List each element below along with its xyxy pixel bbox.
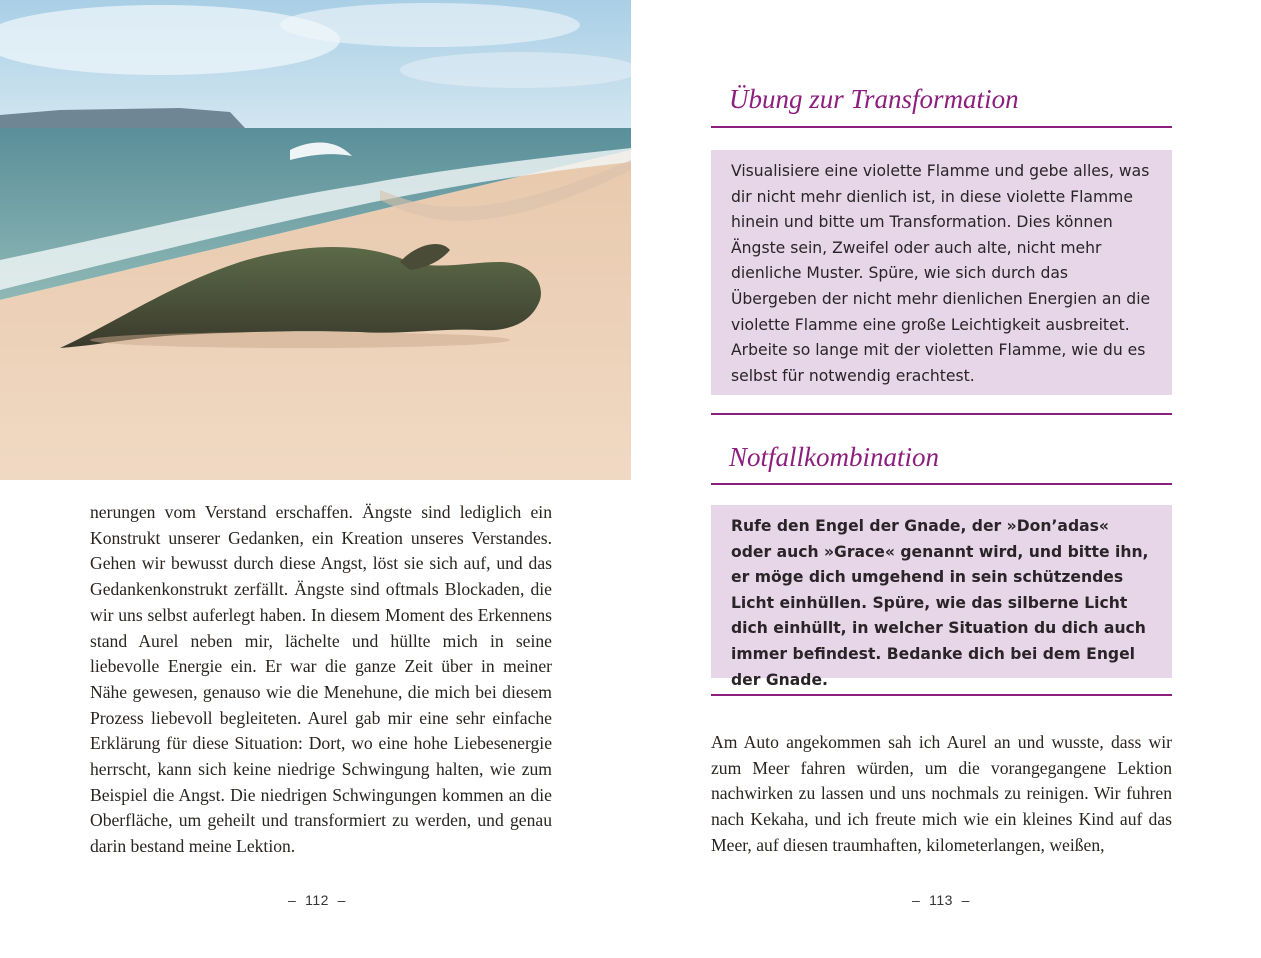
page-number-right: – 113 – [912,892,970,908]
exercise-heading-rule [711,126,1172,128]
right-body-text [711,730,1172,859]
emergency-heading-rule [711,483,1172,485]
exercise-heading: Übung zur Transformation [729,84,1019,114]
page-number-left: – 112 – [288,892,346,908]
exercise-text: Visualisiere eine violette Flamme und gebe alles, was dir nicht mehr dienlich ist, in diese violette Flamme hinein und bitte um Transformation. Dies können Ängste sein, Zweifel oder auch alte, nicht mehr dienliche Muster. Spüre, wie sich durch das Übergeben der nicht mehr dienlichen Energien an die violette Flamme eine große Leichtigkeit ausbreitet. Arbeite so lange mit der violetten Flamme, wie du es selbst für notwendig erachtest. [731,162,1151,385]
exercise-box-rule [711,413,1172,415]
seal-on-beach-photo [0,0,631,480]
right-paragraph: Am Auto angekommen sah ich Aurel an und wusste, dass wir zum Meer fahren würden, um die vorangegangene Lektion nachwirken zu lassen und uns nochmals zu reinigen. Wir fuhren nach Kekaha, und ich freute mich wie ein kleines Kind auf das Meer, auf diesen traumhaften, kilometerlangen, weißen, [711,732,1172,855]
left-paragraph: nerungen vom Verstand erschaffen. Ängste sind lediglich ein Konstrukt unserer Gedanken, ein Kreation unseres Verstandes. Gehen wir bewusst durch diese Angst, löst sie sich auf, und das Gedankenkonstrukt zerfällt. Ängste sind oftmals Blockaden, die wir uns selbst auferlegt haben. In diesem Moment des Erkennens stand Aurel neben mir, lächelte und hüllte mich in seine liebevolle Energie ein. Er war die ganze Zeit über in meiner Nähe gewesen, genauso wie die Menehune, die mich bei diesem Prozess liebevoll begleiteten. Aurel gab mir eine sehr einfache Erklärung für diese Situation: Dort, wo eine hohe Liebesenergie herrscht, kann sich keine niedrige Schwingung halten, wie zum Beispiel die Angst. Die niedrigen Schwingungen kommen an die Oberfläche, um geheilt und transformiert zu werden, und genau darin bestand meine Lektion. [90,502,552,857]
left-body-text [90,500,552,860]
emergency-heading: Notfallkombination [729,442,940,472]
exercise-box [711,150,1172,395]
emergency-box-rule [711,694,1172,696]
emergency-text: Rufe den Engel der Gnade, der »Don’adas« oder auch »Grace« genannt wird, und bitte ihn, er möge dich umgehend in sein schützendes Licht einhüllen. Spüre, wie das silberne Licht dich einhüllt, in welcher Situation du dich auch immer befindest. Bedanke dich bei dem Engel der Gnade. [731,517,1149,689]
emergency-box [711,505,1172,689]
